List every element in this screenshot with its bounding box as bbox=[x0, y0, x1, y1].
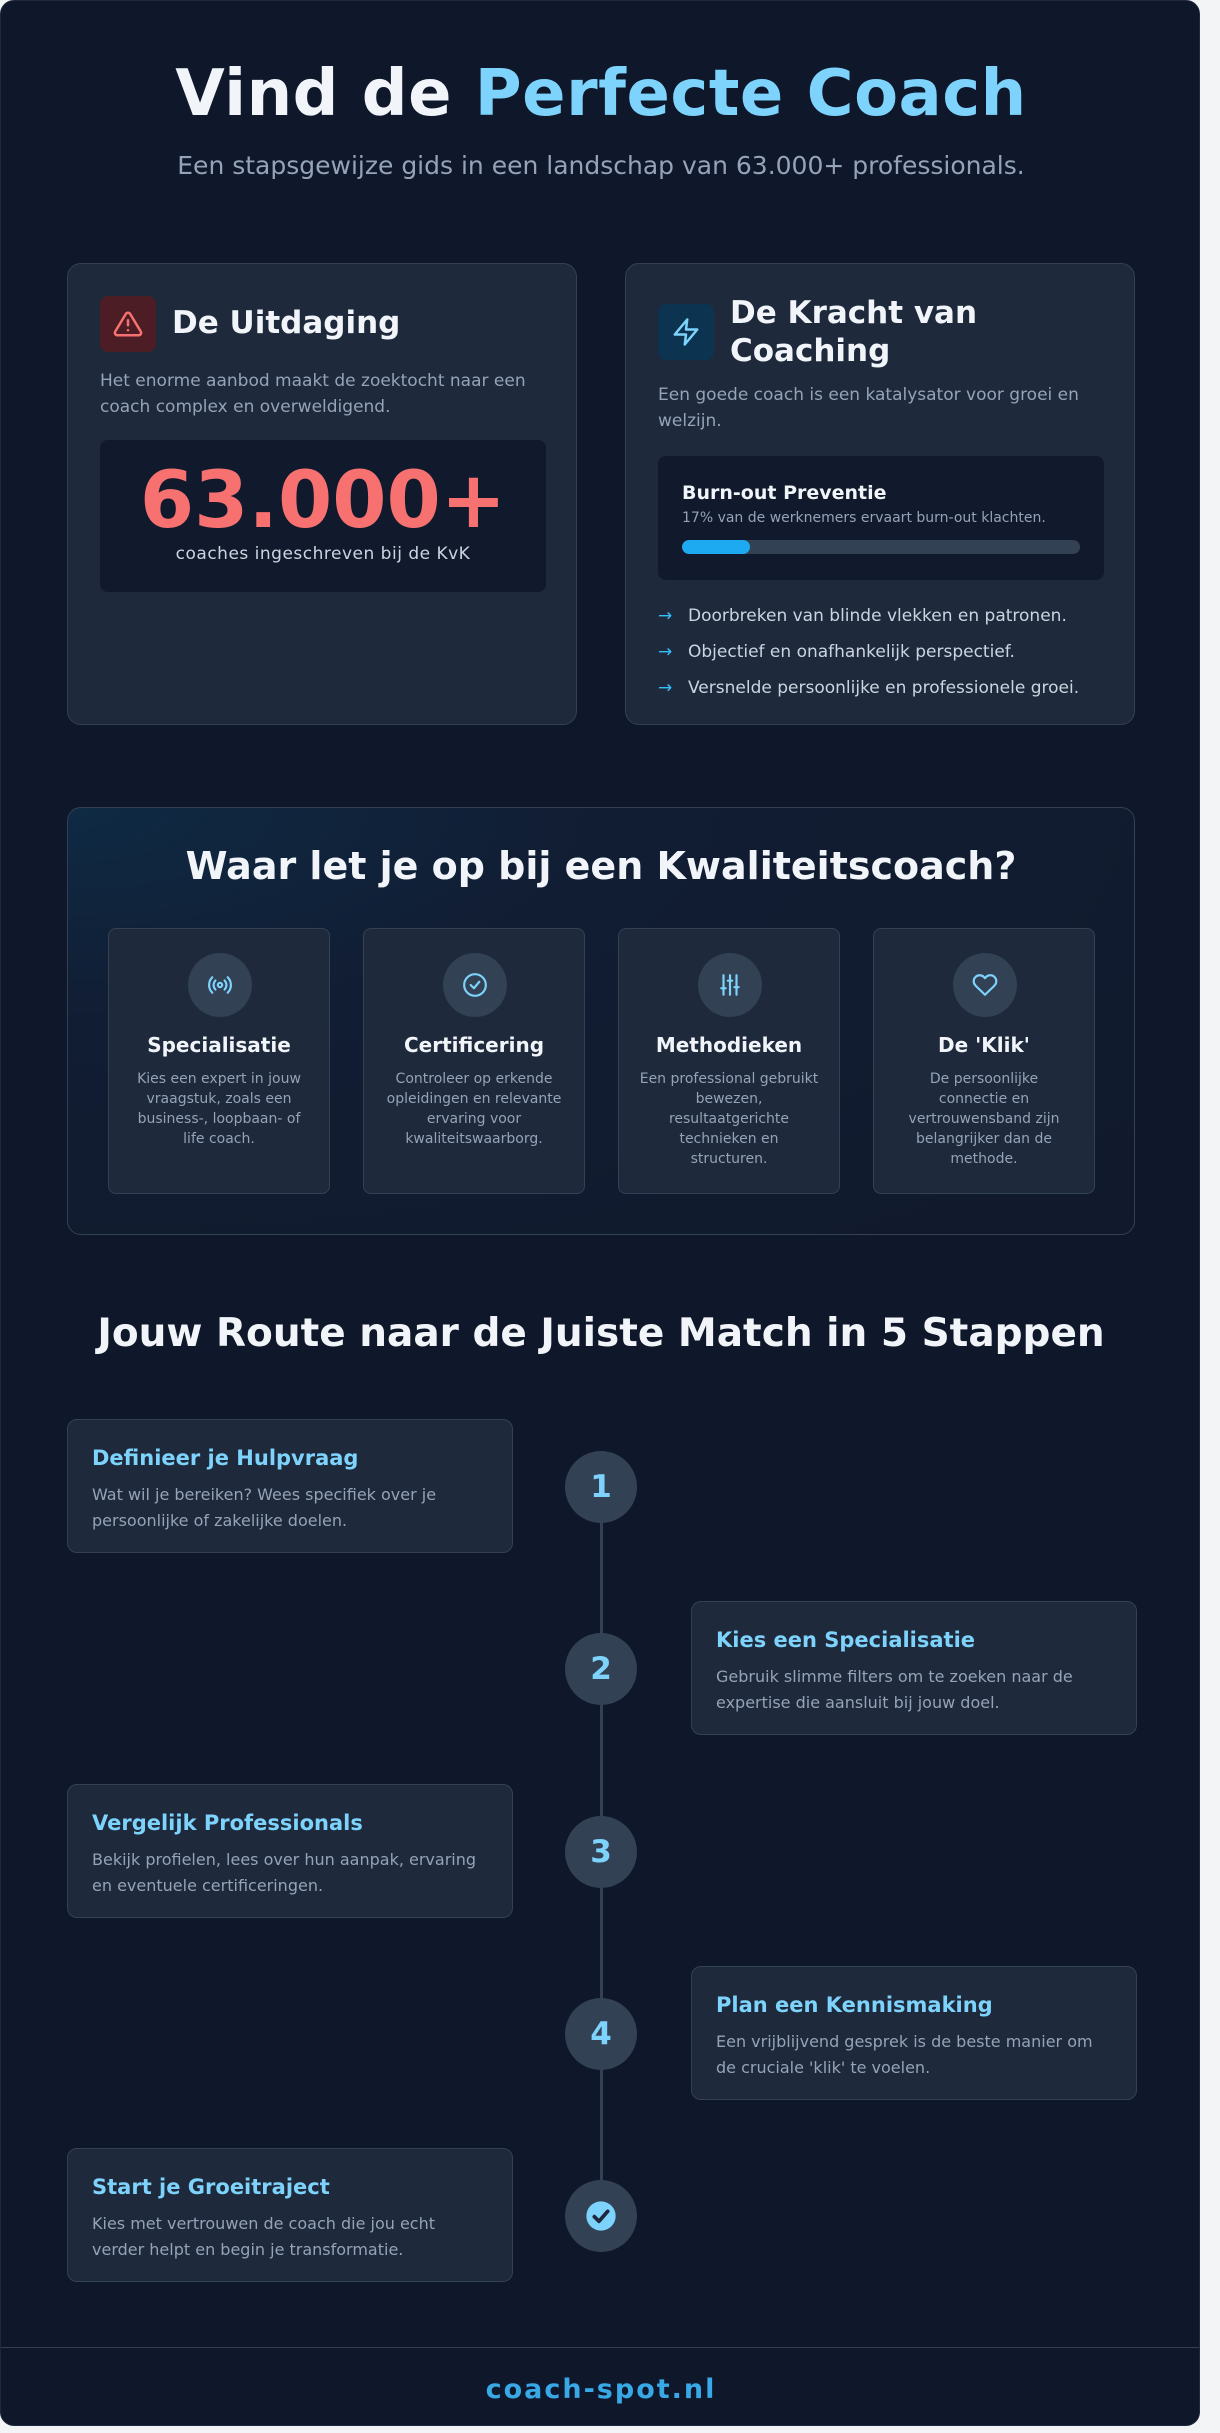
feature-title: Certificering bbox=[403, 1033, 545, 1057]
burnout-title: Burn-out Preventie bbox=[682, 482, 887, 504]
broadcast-icon bbox=[188, 953, 252, 1017]
quality-section bbox=[67, 807, 1135, 1235]
step-text: Een vrijblijvend gesprek is de beste manier om de cruciale 'klik' te voelen. bbox=[716, 2032, 1093, 2077]
power-description: Een goede coach is een katalysator voor groei en welzijn. bbox=[658, 385, 1079, 431]
arrow-right-icon: → bbox=[658, 642, 673, 662]
step-title: Vergelijk Professionals bbox=[92, 1811, 363, 1835]
burnout-progress-fill bbox=[682, 540, 750, 554]
step-card-2 bbox=[691, 1601, 1137, 1735]
step-text: Gebruik slimme filters om te zoeken naar de expertise die aansluit bij jouw doel. bbox=[716, 1667, 1073, 1712]
lightning-icon bbox=[658, 304, 714, 360]
step-text: Wat wil je bereiken? Wees specifiek over je persoonlijke of zakelijke doelen. bbox=[92, 1485, 437, 1530]
title-accent: Perfecte Coach bbox=[474, 57, 1027, 131]
title-main: Vind de bbox=[175, 57, 452, 131]
list-item bbox=[658, 634, 1118, 670]
burnout-progress-bar bbox=[682, 540, 1080, 554]
feature-title: Methodieken bbox=[655, 1033, 803, 1057]
step-title: Kies een Specialisatie bbox=[716, 1628, 976, 1652]
quality-title: Waar let je op bij een Kwaliteitscoach? bbox=[185, 844, 1017, 888]
feature-title: Specialisatie bbox=[147, 1033, 291, 1057]
step-number-1: 1 bbox=[565, 1451, 637, 1523]
list-item-text: Doorbreken van blinde vlekken en patronen. bbox=[688, 606, 1067, 626]
power-title: De Kracht van Coaching bbox=[730, 295, 978, 369]
list-item bbox=[658, 670, 1118, 706]
step-title: Start je Groeitraject bbox=[92, 2175, 330, 2199]
challenge-description: Het enorme aanbod maakt de zoektocht naar een coach complex en overweldigend. bbox=[100, 371, 526, 417]
arrow-right-icon: → bbox=[658, 606, 673, 626]
route-title: Jouw Route naar de Juiste Match in 5 Stappen bbox=[97, 1311, 1105, 1356]
step-title: Definieer je Hulpvraag bbox=[92, 1446, 359, 1470]
step-title: Plan een Kennismaking bbox=[716, 1993, 993, 2017]
page-title bbox=[1, 57, 1200, 131]
alert-triangle-icon bbox=[100, 296, 156, 352]
feature-title: De 'Klik' bbox=[938, 1033, 1030, 1057]
feature-text: Kies een expert in jouw vraagstuk, zoals een business-, loopbaan- of life coach. bbox=[137, 1071, 301, 1147]
feature-card-specialisatie bbox=[108, 928, 330, 1194]
step-card-3 bbox=[67, 1784, 513, 1918]
stat-value: 63.000+ bbox=[139, 456, 507, 546]
step-number-4: 4 bbox=[565, 1998, 637, 2070]
list-item bbox=[658, 598, 1118, 634]
page-subtitle: Een stapsgewijze gids in een landschap van 63.000+ professionals. bbox=[177, 151, 1025, 180]
step-number-3: 3 bbox=[565, 1816, 637, 1888]
arrow-right-icon: → bbox=[658, 678, 673, 698]
feature-card-certificering bbox=[363, 928, 585, 1194]
feature-card-methodieken bbox=[618, 928, 840, 1194]
stat-label: coaches ingeschreven bij de KvK bbox=[175, 544, 471, 564]
challenge-card bbox=[67, 263, 577, 725]
check-circle-icon bbox=[443, 953, 507, 1017]
list-item-text: Versnelde persoonlijke en professionele groei. bbox=[688, 678, 1080, 698]
feature-card-klik bbox=[873, 928, 1095, 1194]
burnout-box bbox=[658, 456, 1104, 580]
feature-text: Controleer op erkende opleidingen en relevante ervaring voor kwaliteitswaarborg. bbox=[386, 1071, 562, 1147]
heart-icon bbox=[953, 953, 1017, 1017]
benefit-list bbox=[658, 598, 1118, 706]
stat-box bbox=[100, 440, 546, 592]
sliders-icon bbox=[698, 953, 762, 1017]
step-card-4 bbox=[691, 1966, 1137, 2100]
step-card-5 bbox=[67, 2148, 513, 2282]
footer-link[interactable]: coach-spot.nl bbox=[485, 2374, 717, 2405]
step-text: Kies met vertrouwen de coach die jou echt verder helpt en begin je transformatie. bbox=[92, 2214, 436, 2259]
step-card-1 bbox=[67, 1419, 513, 1553]
step-text: Bekijk profielen, lees over hun aanpak, ervaring en eventuele certificeringen. bbox=[92, 1850, 477, 1895]
step-number-2: 2 bbox=[565, 1633, 637, 1705]
feature-text: Een professional gebruikt bewezen, resultaatgerichte technieken en structuren. bbox=[639, 1071, 819, 1167]
burnout-subtitle: 17% van de werknemers ervaart burn-out klachten. bbox=[682, 510, 1046, 526]
footer bbox=[1, 2347, 1200, 2426]
feature-text: De persoonlijke connectie en vertrouwensband zijn belangrijker dan de methode. bbox=[908, 1071, 1060, 1167]
power-card bbox=[625, 263, 1135, 725]
check-badge-icon bbox=[565, 2180, 637, 2252]
challenge-title: De Uitdaging bbox=[172, 305, 401, 341]
list-item-text: Objectief en onafhankelijk perspectief. bbox=[688, 642, 1015, 662]
